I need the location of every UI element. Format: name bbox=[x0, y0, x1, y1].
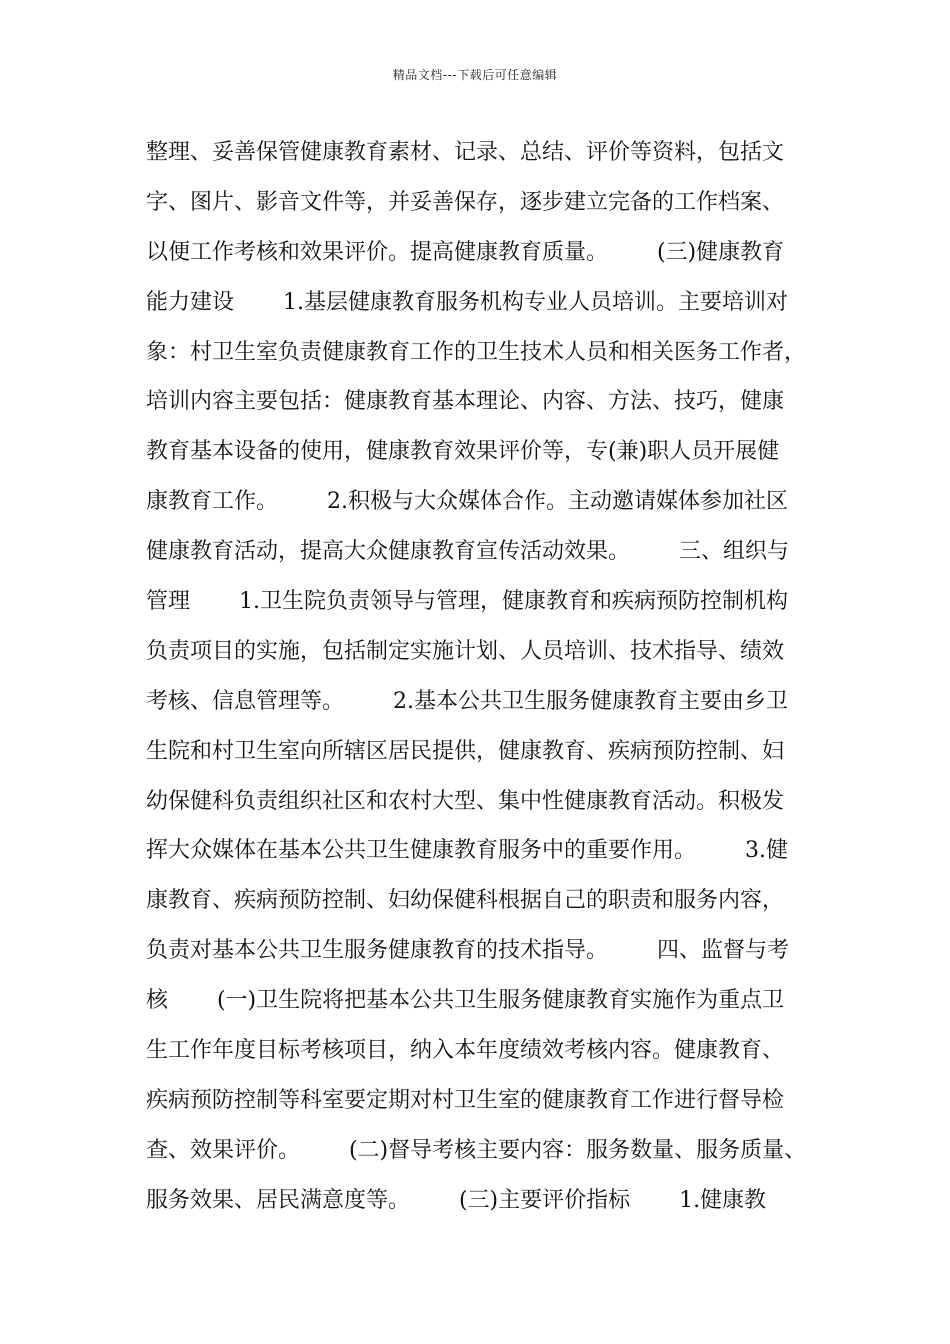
text-line: 服务效果、居民满意度等。 (三)主要评价指标 1.健康教 bbox=[146, 1187, 767, 1213]
text-line: 挥大众媒体在基本公共卫生健康教育服务中的重要作用。 3.健 bbox=[146, 838, 788, 864]
text-line: 培训内容主要包括：健康教育基本理论、内容、方法、技巧，健康 bbox=[146, 389, 785, 415]
body-text bbox=[146, 128, 826, 1226]
text-line: 象：村卫生室负责健康教育工作的卫生技术人员和相关医务工作者， bbox=[146, 339, 807, 365]
text-line: 整理、妥善保管健康教育素材、记录、总结、评价等资料，包括文 bbox=[146, 140, 785, 165]
text-line: 疾病预防控制等科室要定期对村卫生室的健康教育工作进行督导检 bbox=[146, 1087, 785, 1113]
page-header: 精品文档---下载后可任意编辑 bbox=[392, 68, 558, 82]
text-line: 核 (一)卫生院将把基本公共卫生服务健康教育实施作为重点卫 bbox=[146, 988, 785, 1014]
text-line: 考核、信息管理等。 2.基本公共卫生服务健康教育主要由乡卫 bbox=[146, 688, 788, 714]
text-line: 负责对基本公共卫生服务健康教育的技术指导。 四、监督与考 bbox=[146, 938, 789, 964]
text-line: 教育基本设备的使用，健康教育效果评价等，专(兼)职人员开展健 bbox=[146, 439, 780, 465]
text-line: 能力建设 1.基层健康教育服务机构专业人员培训。主要培训对 bbox=[146, 289, 788, 315]
text-line: 以便工作考核和效果评价。提高健康教育质量。 (三)健康教育 bbox=[146, 239, 785, 265]
text-line: 生工作年度目标考核项目，纳入本年度绩效考核内容。健康教育、 bbox=[146, 1038, 785, 1064]
text-line: 管理 1.卫生院负责领导与管理，健康教育和疾病预防控制机构 bbox=[146, 589, 788, 615]
text-line: 查、效果评价。 (二)督导考核主要内容：服务数量、服务质量、 bbox=[146, 1137, 807, 1163]
text-line: 负责项目的实施，包括制定实施计划、人员培训、技术指导、绩效 bbox=[146, 638, 785, 664]
text-line: 健康教育活动，提高大众健康教育宣传活动效果。 三、组织与 bbox=[146, 539, 789, 565]
text-line: 幼保健科负责组织社区和农村大型、集中性健康教育活动。积极发 bbox=[146, 788, 785, 814]
text-line: 字、图片、影音文件等，并妥善保存，逐步建立完备的工作档案、 bbox=[146, 189, 785, 215]
text-line: 生院和村卫生室向所辖区居民提供，健康教育、疾病预防控制、妇 bbox=[146, 738, 785, 764]
text-line: 康教育工作。 2.积极与大众媒体合作。主动邀请媒体参加社区 bbox=[146, 489, 788, 515]
text-line: 康教育、疾病预防控制、妇幼保健科根据自己的职责和服务内容， bbox=[146, 888, 785, 914]
